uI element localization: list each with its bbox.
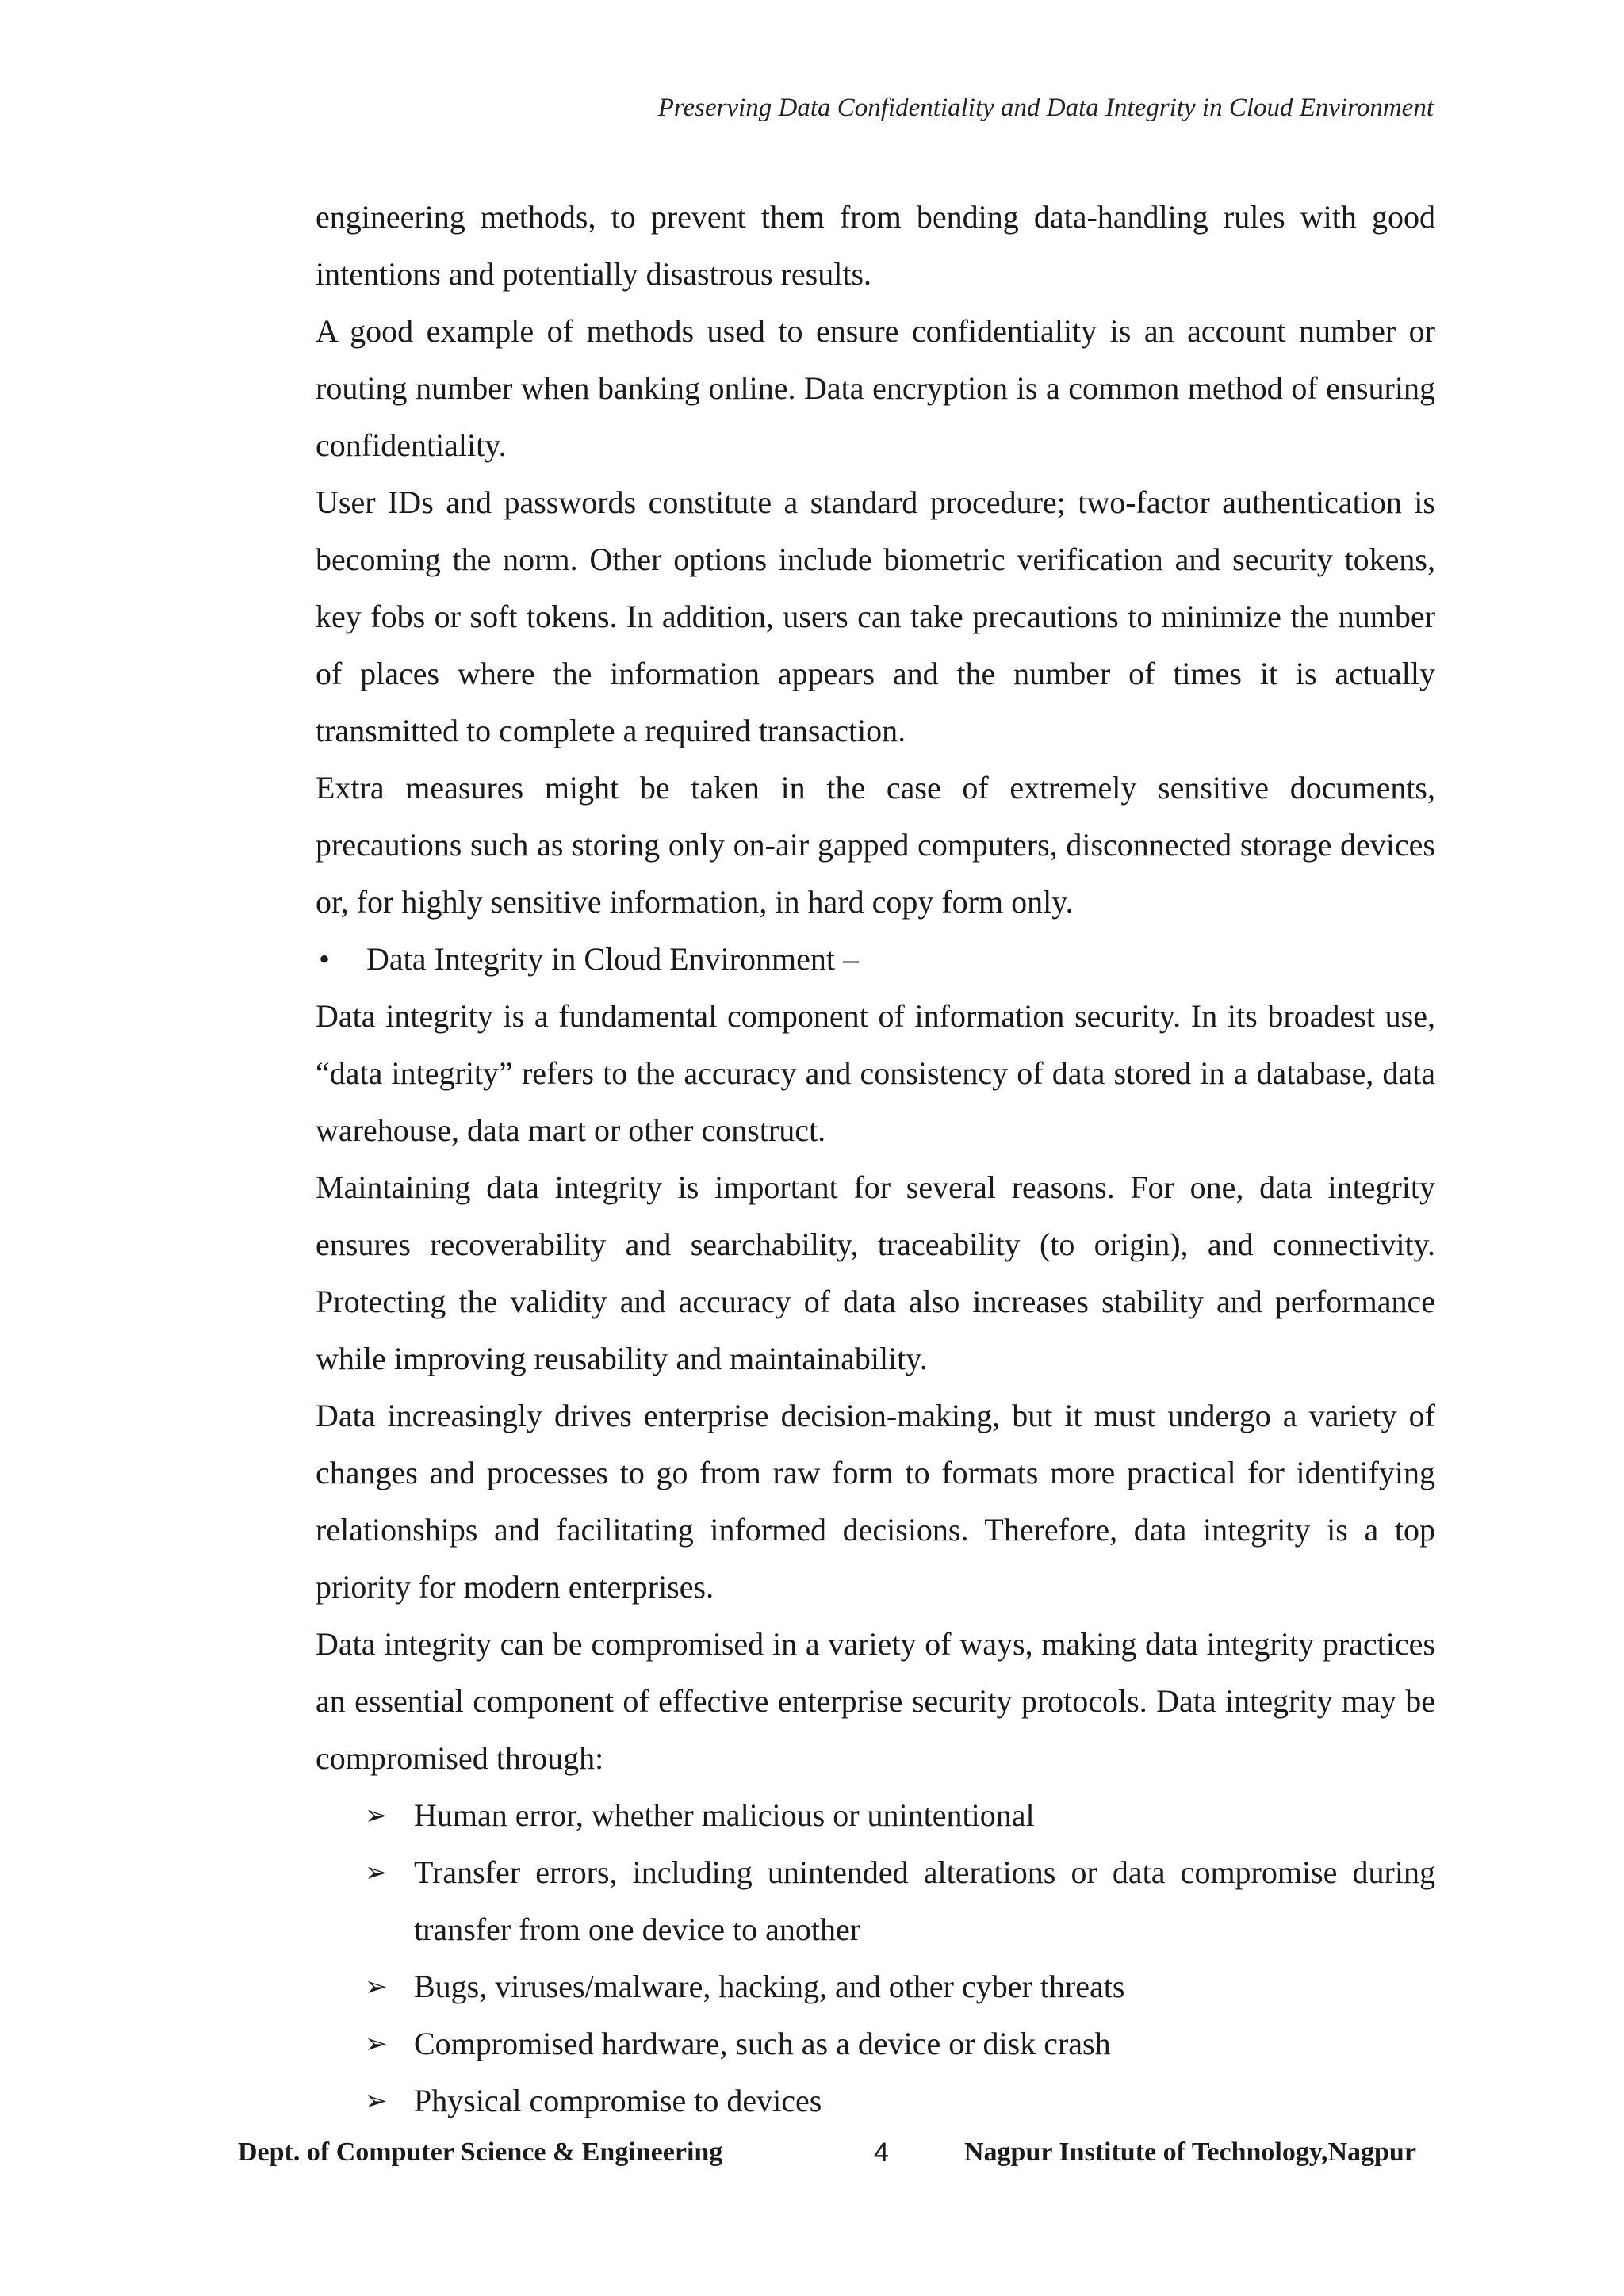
list-item-text: Transfer errors, including unintended alterations or data compromise during transfer from one device to another [414,1854,1435,1947]
paragraph: engineering methods, to prevent them from bending data-handling rules with good intentions and potentially disastrous results. [316,199,1435,292]
list-item [316,2072,1435,2130]
arrow-bullet-icon: ➢ [365,2085,388,2117]
footer-institute: Nagpur Institute of Technology,Nagpur [964,2137,1416,2167]
arrow-bullet-icon: ➢ [365,1857,388,1888]
arrow-bullet-icon: ➢ [365,1971,388,2003]
list-item-text: Compromised hardware, such as a device or disk crash [414,2026,1111,2061]
compromise-list [316,1787,1435,2130]
page-number: 4 [874,2137,889,2168]
footer-department: Dept. of Computer Science & Engineering [238,2137,723,2167]
paragraph: Extra measures might be taken in the case of extremely sensitive documents, precautions such as storing only on-air gapped computers, disconnected storage devices or, for highly sensitive information, in hard copy form only. [316,770,1435,920]
running-header: Preserving Data Confidentiality and Data Integrity in Cloud Environment [657,94,1434,122]
paragraph: User IDs and passwords constitute a standard procedure; two-factor authentication is becoming the norm. Other options include biometric verification and security tokens, key fobs or soft tokens. In addition, users can take precautions to minimize the number of places where the information appears and the number of times it is actually transmitted to complete a required transaction. [316,484,1435,748]
paragraph: Data integrity is a fundamental component of information security. In its broadest use, “data integrity” refers to the accuracy and consistency of data stored in a database, data warehouse, data mart or other construct. [316,998,1435,1148]
paragraph: A good example of methods used to ensure confidentiality is an account number or routing number when banking online. Data encryption is a common method of ensuring confidentiality. [316,313,1435,463]
list-item-text: Physical compromise to devices [414,2083,822,2118]
list-item [316,1787,1435,1844]
list-item [316,2015,1435,2072]
paragraph: Maintaining data integrity is important for several reasons. For one, data integrity ensures recoverability and searchability, traceability (to origin), and connectivity. Protecting the validity and accuracy of data also increases stability and performance while improving reusability and maintainability. [316,1169,1435,1376]
list-item [316,1844,1435,1958]
section-heading-bullet [316,931,1435,988]
arrow-bullet-icon: ➢ [365,1800,388,1831]
paragraph: Data integrity can be compromised in a variety of ways, making data integrity practices an essential component of effective enterprise security protocols. Data integrity may be compromised through: [316,1626,1435,1776]
list-item [316,1958,1435,2015]
section-heading-text: Data Integrity in Cloud Environment – [366,941,859,977]
list-item-text: Human error, whether malicious or unintentional [414,1797,1035,1833]
list-item-text: Bugs, viruses/malware, hacking, and other cyber threats [414,1969,1125,2004]
bullet-icon: • [319,941,331,977]
arrow-bullet-icon: ➢ [365,2028,388,2060]
page-body [316,189,1435,2130]
paragraph: Data increasingly drives enterprise decision-making, but it must undergo a variety of changes and processes to go from raw form to formats more practical for identifying relationships and facilitating informed decisions. Therefore, data integrity is a top priority for modern enterprises. [316,1398,1435,1605]
